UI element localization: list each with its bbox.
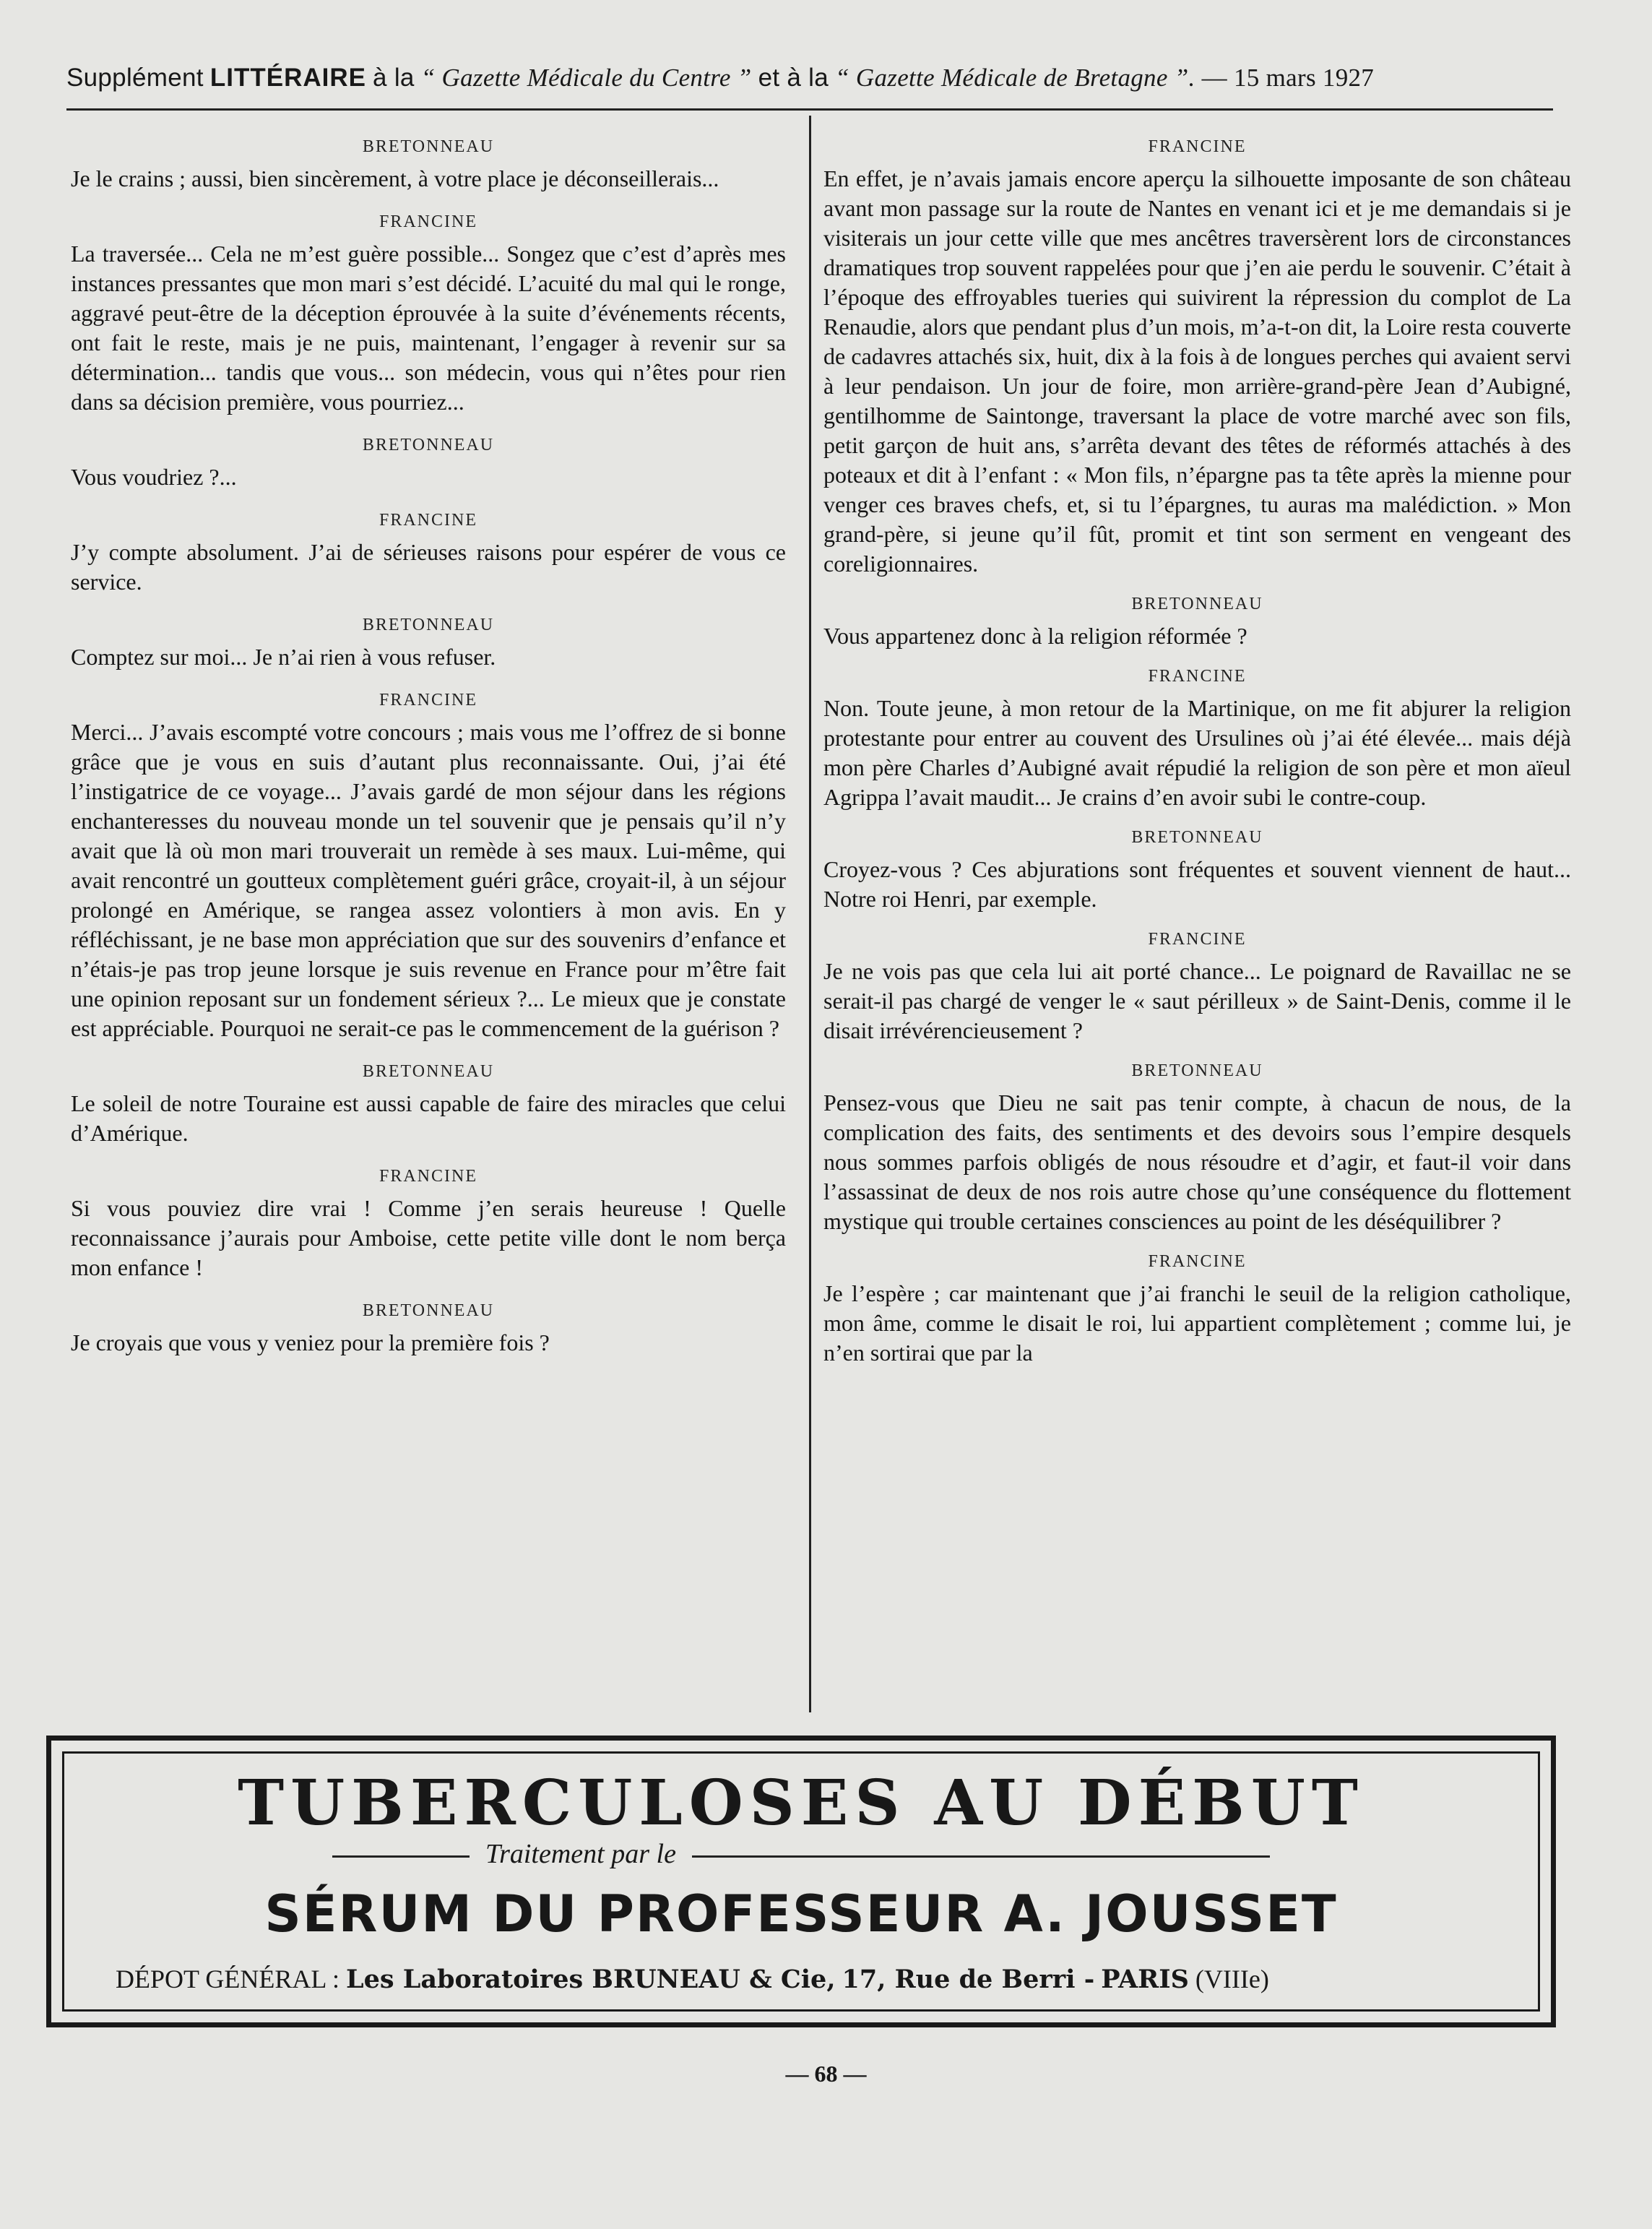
dialogue-paragraph: Je ne vois pas que cela lui ait porté chance... Le poignard de Ravaillac ne se serait-il pas chargé de venger le « saut périlleux » de Saint-Denis, comme il le disait irrévérencieusement ? <box>823 958 1571 1043</box>
dialogue-paragraph: Merci... J’avais escompté votre concours ; mais vous me l’offrez de si bonne grâce que je vous en suis d’autant plus reconnaissante. Oui, j’ai été l’instigatrice de ce voyage... J’avais gardé de mon séjour dans les régions enchanteresses du nouveau monde un tel souvenir que je pensais qu’il n’y avait que là où mon mari trouverait un remède à ses maux. Lui-même, qui avait rencontré un goutteux complètement guéri grâce, croyait-il, à un séjour prolongé en Amérique, se rangea assez volontiers à mon avis. En y réfléchissant, je ne base mon appréciation que sur des souvenirs d’enfance et n’étais-je pas trop jeune lorsque je suis revenue en France pour m’être fait une opinion reposant sur un fondement sérieux ?... Le mieux que je constate est appréciable. Pourquoi ne serait-ce pas le commencement de la guérison ? <box>71 719 786 1041</box>
speaker-name: BRETONNEAU <box>362 1062 495 1081</box>
depot-company: Les Laboratoires BRUNEAU & Cie, <box>346 1965 836 1994</box>
advertisement-subline: Traitement par le <box>485 1839 676 1869</box>
depot-address: 17, Rue de Berri - <box>842 1965 1095 1994</box>
dialogue-paragraph: Le soleil de notre Touraine est aussi capable de faire des miracles que celui d’Amérique. <box>71 1090 786 1146</box>
dialogue-paragraph: Je le crains ; aussi, bien sincèrement, à votre place je déconseillerais... <box>71 165 719 191</box>
dialogue-paragraph: Pensez-vous que Dieu ne sait pas tenir compte, à chacun de nous, de la complication des faits, des sentiments et des devoirs sous l’empire desquels nous sommes parfois obligés de nous résoudre et d’agir, et faut-il voir dans l’assassinat de deux de nos rois autre chose qu’une conséquence du flottement mystique qui trouble certaines consciences au point de les déséquilibrer ? <box>823 1090 1571 1234</box>
speaker-name: FRANCINE <box>1148 1252 1247 1271</box>
dialogue-paragraph: Je croyais que vous y veniez pour la première fois ? <box>71 1329 550 1355</box>
column-divider <box>809 116 811 1712</box>
speaker-name: BRETONNEAU <box>1131 828 1263 847</box>
speaker-name: FRANCINE <box>379 212 477 231</box>
header-journal-centre: “ Gazette Médicale du Centre ” <box>420 64 752 92</box>
speaker-name: BRETONNEAU <box>362 1301 495 1320</box>
dialogue-paragraph: Croyez-vous ? Ces abjurations sont fréquentes et souvent viennent de haut... Notre roi Henri, par exemple. <box>823 856 1571 912</box>
header-et-a-la: et à la <box>758 64 829 92</box>
dialogue-paragraph: J’y compte absolument. J’ai de sérieuses raisons pour espérer de vous ce service. <box>71 539 786 595</box>
running-header <box>66 64 1553 92</box>
subline-rule-right <box>692 1855 1270 1858</box>
subline-rule-left <box>332 1855 470 1858</box>
dialogue-paragraph: Comptez sur moi... Je n’ai rien à vous refuser. <box>71 644 496 670</box>
speaker-name: BRETONNEAU <box>362 616 495 634</box>
speaker-name: BRETONNEAU <box>1131 1061 1263 1080</box>
speaker-name: FRANCINE <box>1148 137 1247 156</box>
speaker-name: FRANCINE <box>1148 930 1247 949</box>
dialogue-paragraph: Je l’espère ; car maintenant que j’ai franchi le seuil de la religion catholique, mon âme, comme le disait le roi, lui appartient complètement ; comme lui, je n’en sortirai que par la <box>823 1280 1571 1366</box>
depot-label: DÉPOT GÉNÉRAL : <box>116 1965 340 1993</box>
header-rule <box>66 108 1553 111</box>
header-journal-bretagne: “ Gazette Médicale de Bretagne ”. <box>835 64 1195 92</box>
page-number: — 68 — <box>785 2061 867 2087</box>
dialogue-paragraph: En effet, je n’avais jamais encore aperçu la silhouette imposante de son château avant mon passage sur la route de Nantes en venant ici et je me demandais si je visiterais un jour cette ville que mes ancêtres traversèrent lors de circonstances dramatiques trop souvent rappelées pour que j’en aie perdu le souvenir. C’était à l’époque des effroyables tueries qui suivirent la répression du complot de La Renaudie, alors que pendant plus d’un mois, m’a-t-on dit, la Loire resta couverte de cadavres attachés six, huit, dix à la fois à de longues perches qui avaient servi à leur pendaison. Un jour de foire, mon arrière-grand-père Jean d’Aubigné, gentilhomme de Saintonge, traversant la place de votre marché avec son fils, petit garçon de huit ans, s’arrêta devant des têtes de réformés attachés à des poteaux et dit à l’enfant : « Mon fils, n’épargne pas ta tête après la mienne pour venger ces braves chefs, et, si tu l’épargnes, tu auras ma malédiction. » Mon grand-père, si jeune qu’il fût, promit et tint son serment en vengeant des coreligionnaires. <box>823 165 1571 577</box>
speaker-name: BRETONNEAU <box>1131 595 1263 613</box>
speaker-name: FRANCINE <box>379 1167 477 1186</box>
speaker-name: FRANCINE <box>379 511 477 530</box>
depot-city: PARIS <box>1101 1965 1189 1994</box>
header-date: — 15 mars 1927 <box>1201 64 1375 92</box>
left-column <box>71 137 786 1358</box>
speaker-name: FRANCINE <box>1148 667 1247 686</box>
right-column <box>823 137 1571 1368</box>
header-a-la: à la <box>373 64 415 92</box>
dialogue-paragraph: La traversée... Cela ne m’est guère possible... Songez que c’est d’après mes instances pressantes que mon mari s’est décidé. L’acuité du mal qui le ronge, aggravé peut-être de la déception éprouvée à la suite d’événements récents, ont fait le reste, mais je ne puis, maintenant, l’engager à revenir sur sa détermination... tandis que vous... son médecin, vous qui n’êtes pour rien dans sa décision première, vous pourriez... <box>71 241 786 415</box>
advertisement-depot-line <box>116 1964 1488 1994</box>
dialogue-paragraph: Vous appartenez donc à la religion réformée ? <box>823 623 1247 649</box>
speaker-name: BRETONNEAU <box>362 137 495 156</box>
speaker-name: BRETONNEAU <box>362 436 495 454</box>
header-supplement-title: LITTÉRAIRE <box>209 64 366 92</box>
depot-district: (VIIIe) <box>1195 1965 1269 1993</box>
advertisement-headline: TUBERCULOSES AU DÉBUT <box>238 1767 1365 1840</box>
speaker-name: FRANCINE <box>379 691 477 710</box>
dialogue-paragraph: Si vous pouviez dire vrai ! Comme j’en serais heureuse ! Quelle reconnaissance j’aurais pour Amboise, cette petite ville dont le nom berça mon enfance ! <box>71 1195 786 1280</box>
header-pre: Supplément <box>66 64 204 92</box>
advertisement-subline-row <box>62 1838 1540 1870</box>
dialogue-paragraph: Vous voudriez ?... <box>71 464 237 490</box>
dialogue-paragraph: Non. Toute jeune, à mon retour de la Martinique, on me fit abjurer la religion protestante pour entrer au couvent des Ursulines où j’ai été élevée... mais déjà mon père Charles d’Aubigné avait répudié la religion de son père et mon aïeul Agrippa l’avait maudit... Je crains d’en avoir subi le contre-coup. <box>823 695 1571 810</box>
advertisement-product: SÉRUM DU PROFESSEUR A. JOUSSET <box>264 1884 1338 1944</box>
